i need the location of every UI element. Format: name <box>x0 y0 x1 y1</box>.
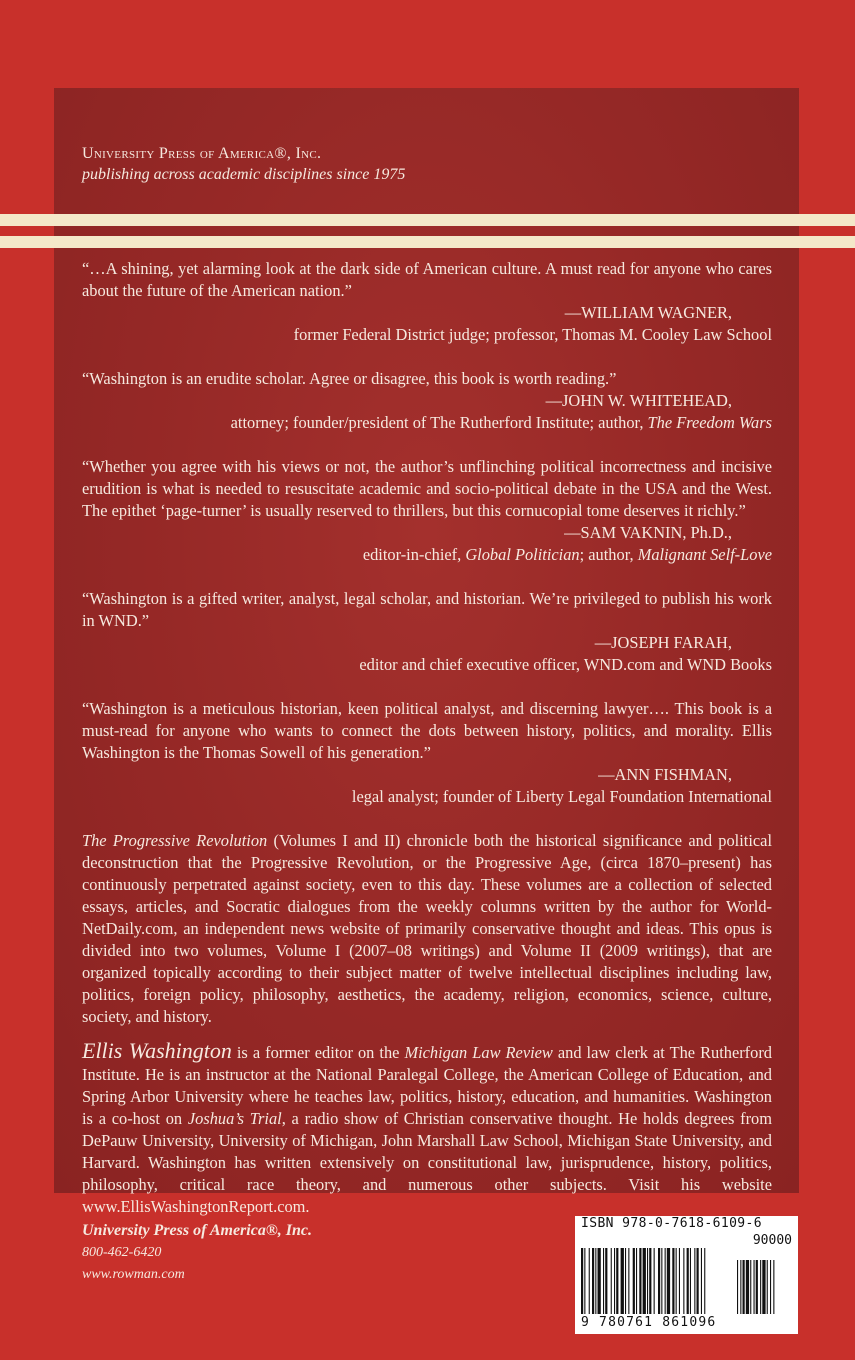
blurb-quote: “Whether you agree with his views or not, the author’s unflinching political incorrectness and incisive erudition is what is needed to resuscitate academic and socio-political debate in the USA and the West. The epithet ‘page-turner’ is usually reserved to thrillers, but this cornucopial tome deserves it richly.” <box>82 457 772 520</box>
blurb-author: —JOSEPH FARAH, <box>594 633 732 652</box>
barcode-bar <box>603 1248 604 1314</box>
barcode-bar <box>614 1248 615 1314</box>
publication-title: Global Politician <box>465 545 580 564</box>
author-name: Ellis Washington <box>82 1038 232 1063</box>
barcode-bar <box>694 1248 695 1314</box>
barcode-bar <box>672 1248 674 1314</box>
blurb-affiliation <box>82 544 772 566</box>
barcode-bar <box>636 1248 637 1314</box>
ean-number: 9 780761 861096 <box>581 1315 717 1330</box>
show-title: Joshua’s Trial <box>187 1109 282 1128</box>
blurb-author: —ANN FISHMAN, <box>598 765 732 784</box>
price-barcode-bar <box>740 1260 741 1314</box>
price-barcode-bar <box>754 1260 755 1314</box>
description-text: (Volumes I and II) chronicle both the historical significance and political deconstruction that the Progressive Revolution, or the Progressive Age, (circa 1870–present) has continuously perpetrated against society, even to this day. These volumes are a collection of selected essays, articles, and Socratic dialogues from the weekly columns written by the author for World-NetDaily.com, an independent news website of primarily conservative thought and ideas. This opus is divided into two volumes, Volume I (2007–08 writings) and Volume II (2009 writings), that are organized topically according to their subject matter of twelve intellectual disciplines including law, politics, foreign policy, philosophy, aesthetics, the academy, religion, economics, science, culture, society, and history. <box>82 831 772 1026</box>
blurb-affiliation <box>82 412 772 434</box>
book-title: The Progressive Revolution <box>82 831 268 850</box>
barcode-bar <box>621 1248 624 1314</box>
blurb-vaknin <box>82 456 772 566</box>
barcode-bar <box>589 1248 590 1314</box>
blurb-author: —JOHN W. WHITEHEAD, <box>545 391 732 410</box>
barcode-bar <box>643 1248 646 1314</box>
bio-text: and law clerk at The Rutherford Institute. He is an instructor at the National Paralegal College, the American College of Education, and Spring Arbor University where he teaches law, politics, history, education, and humanities. Washington is a co-host on <box>82 1043 772 1128</box>
price-barcode-bar <box>762 1260 765 1314</box>
price-barcode-bar <box>737 1260 738 1314</box>
affiliation-text: attorney; founder/president of The Rutherford Institute; author, <box>230 413 648 432</box>
barcode-bar <box>581 1248 583 1314</box>
price-code: 90000 <box>752 1233 792 1248</box>
affiliation-text: ; author, <box>579 545 638 564</box>
barcode-bar <box>605 1248 607 1314</box>
barcode-bar <box>584 1248 585 1314</box>
isbn-number: ISBN 978-0-7618-6109-6 <box>581 1216 762 1231</box>
book-description <box>82 830 772 1028</box>
footer-website: www.rowman.com <box>82 1267 185 1282</box>
blurb-quote: “…A shining, yet alarming look at the dark side of American culture. A must read for anyone who cares about the future of the American nation.” <box>82 259 772 300</box>
barcode-bar <box>661 1248 662 1314</box>
blurb-affiliation: legal analyst; founder of Liberty Legal Foundation International <box>351 787 772 806</box>
barcode-bar <box>598 1248 601 1314</box>
bio-text: is a former editor on the <box>231 1043 405 1062</box>
blurb-author: —WILLIAM WAGNER, <box>564 303 732 322</box>
barcode-bar <box>654 1248 655 1314</box>
footer-publisher-name: University Press of America®, Inc. <box>82 1222 313 1239</box>
affiliation-text: editor-in-chief, <box>362 545 466 564</box>
back-cover-text <box>82 258 772 1218</box>
blurb-affiliation: editor and chief executive officer, WND.com and WND Books <box>359 655 772 674</box>
price-barcode-bar <box>760 1260 761 1314</box>
blurb-farah <box>82 588 772 676</box>
barcode-bar <box>701 1248 702 1314</box>
price-barcode-bar <box>770 1260 771 1314</box>
barcode-bars <box>581 1248 792 1314</box>
barcode-bar <box>683 1248 684 1314</box>
barcode-bar <box>595 1248 596 1314</box>
barcode-bar <box>592 1248 594 1314</box>
publisher-name: University Press of America®, Inc. <box>82 145 322 162</box>
barcode-bar <box>690 1248 691 1314</box>
blurb-fishman <box>82 698 772 808</box>
blurb-quote: “Washington is an erudite scholar. Agree or disagree, this book is worth reading.” <box>82 369 617 388</box>
author-bio <box>82 1040 772 1218</box>
price-barcode-bar <box>750 1260 751 1314</box>
book-title: Malignant Self-Love <box>637 545 772 564</box>
blurb-wagner <box>82 258 772 346</box>
blurb-whitehead <box>82 368 772 434</box>
publisher-header <box>82 143 405 185</box>
barcode-bar <box>658 1248 660 1314</box>
barcode-bar <box>625 1248 626 1314</box>
barcode-bar <box>679 1248 680 1314</box>
price-barcode-bar <box>756 1260 758 1314</box>
price-barcode-bar <box>773 1260 774 1314</box>
barcode-bar <box>649 1248 651 1314</box>
barcode-bar <box>639 1248 641 1314</box>
barcode-bar <box>628 1248 629 1314</box>
blurb-affiliation: former Federal District judge; professor, Thomas M. Cooley Law School <box>293 325 772 344</box>
barcode-bar <box>676 1248 677 1314</box>
isbn-barcode <box>575 1216 798 1334</box>
publisher-footer <box>82 1220 312 1286</box>
blurb-quote: “Washington is a gifted writer, analyst, legal scholar, and historian. We’re privileged to publish his work in WND.” <box>82 589 772 630</box>
barcode-bar <box>647 1248 648 1314</box>
book-title: The Freedom Wars <box>647 413 772 432</box>
blurb-quote: “Washington is a meticulous historian, keen political analyst, and discerning lawyer…. This book is a must-read for anyone who wants to connect the dots between history, politics, and morality. Ellis Washington is the Thomas Sowell of his generation.” <box>82 699 772 762</box>
publisher-tagline: publishing across academic disciplines since 1975 <box>82 166 406 183</box>
price-barcode-bar <box>767 1260 768 1314</box>
journal-title: Michigan Law Review <box>404 1043 553 1062</box>
price-barcode-bar <box>743 1260 745 1314</box>
footer-phone: 800-462-6420 <box>82 1245 162 1260</box>
price-barcode-bar <box>746 1260 749 1314</box>
barcode-bar <box>667 1248 670 1314</box>
decorative-stripe-top <box>0 214 855 226</box>
blurb-author: —SAM VAKNIN, Ph.D., <box>564 523 732 542</box>
decorative-stripe-bottom <box>0 236 855 248</box>
barcode-bar <box>616 1248 618 1314</box>
barcode-bar <box>704 1248 705 1314</box>
bio-text: , a radio show of Christian conservative thought. He holds degrees from DePauw University, University of Michigan, John Marshall Law School, Michigan State University, and Harvard. Washington has written extensively on constitutional law, jurisprudence, history, politics, philosophy, critical race theory, and numerous other subjects. Visit his website www.EllisWashingtonReport.com. <box>82 1109 772 1216</box>
barcode-bar <box>687 1248 689 1314</box>
barcode-bar <box>633 1248 635 1314</box>
barcode-bar <box>665 1248 666 1314</box>
barcode-bar <box>611 1248 612 1314</box>
barcode-bar <box>697 1248 699 1314</box>
